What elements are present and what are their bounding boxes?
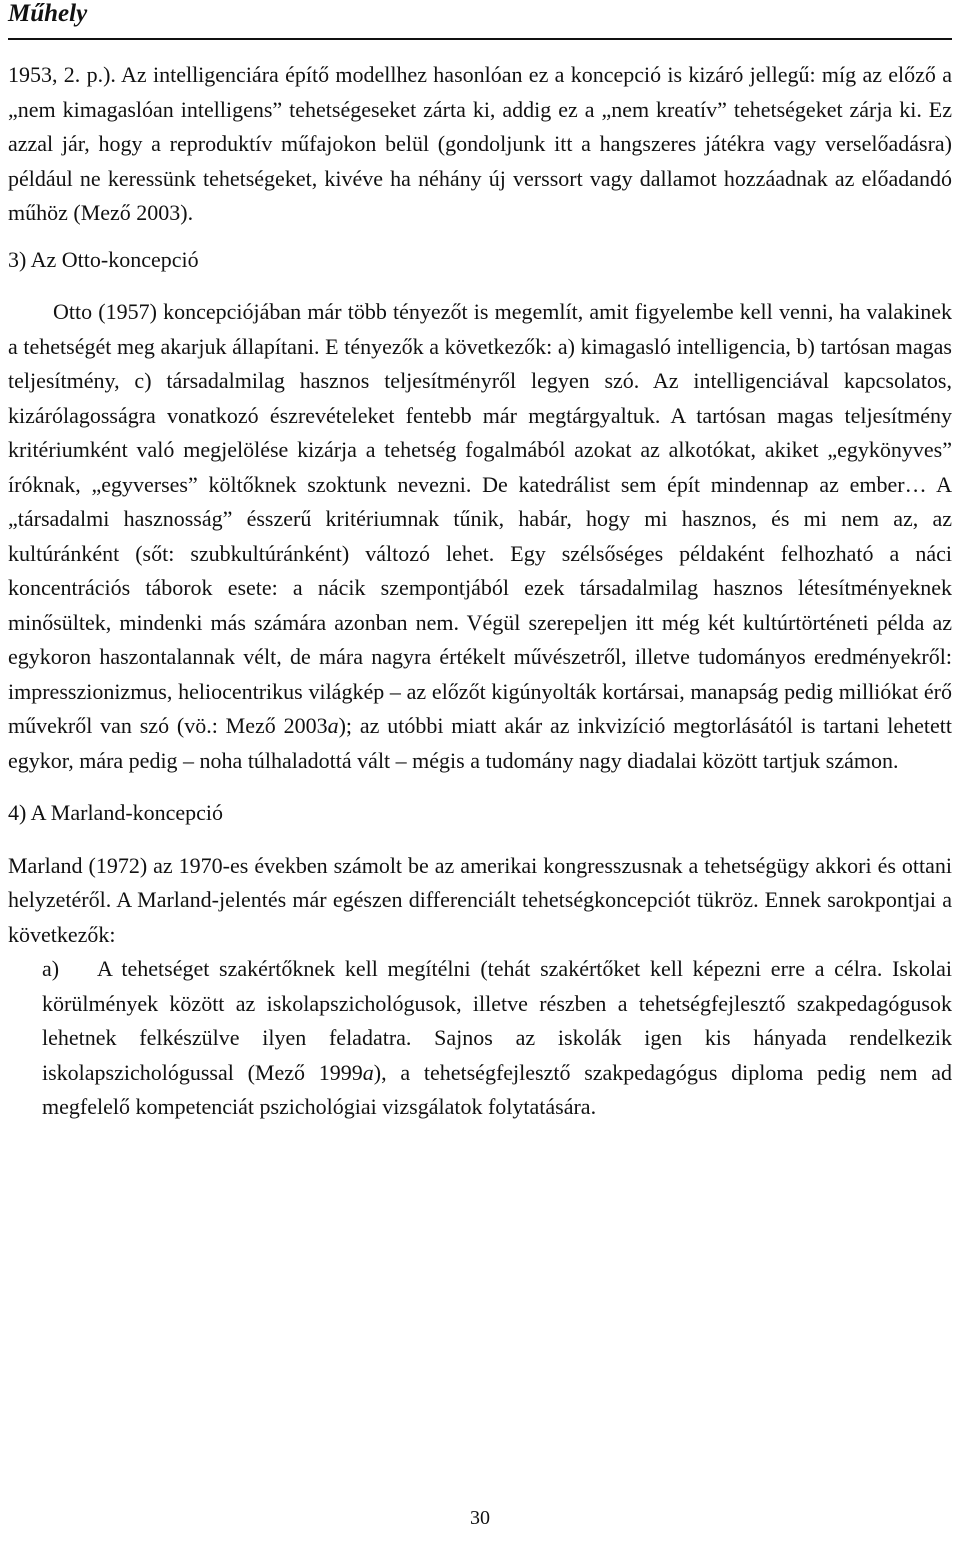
page-body (8, 58, 952, 1125)
section-title: Műhely (8, 0, 88, 27)
paragraph-otto-end: ); az utóbbi miatt akár az inkvizíció megtorlásától is tartani lehetett egykor, mára pedig – noha túlhaladottá vált – mégis a tudomány nagy diadalai között tartjuk számon. (8, 713, 953, 773)
running-header (8, 0, 952, 40)
list-item-a-italic: a (362, 1059, 374, 1085)
paragraph-marland: Marland (1972) az 1970-es években számolt be az amerikai kongresszusnak a tehetségügy akkori és ottani helyzetéről. A Marland-jelentés már egészen differenciált tehetségkoncepciót tükröz. Ennek sarokpontjai a következők: (8, 852, 952, 947)
paragraph-intro: 1953, 2. p.). Az intelligenciára építő modellhez hasonlóan ez a koncepció is kizáró jellegű: míg az előző a „nem kimagaslóan intelligens” tehetségeseket zárta ki, addig ez a „nem kreatív” tehetségeket zárja ki. Ez azzal jár, hogy a reproduktív műfajokon belül (gondoljunk itt a hangszeres játékra vagy verselőadásra) például ne keressünk tehetségeket, kivéve ha néhány új verssort vagy dallamot hozzáadnak az előadandó műhöz (Mező 2003). (8, 62, 952, 225)
paragraph-otto-text: Otto (1957) koncepciójában már több tényezőt is megemlít, amit figyelembe kell venni, ha valakinek a tehetségét meg akarjuk állapítani. E tényezők a következők: a) kimagasló intelligencia, b) tartósan magas teljesítmény, c) társadalmilag hasznos teljesítményről legyen szó. Az intelligenciával kapcsolatos, kizárólagosságra vonatkozó észrevételeket fentebb már megtárgyaltuk. A tartósan magas teljesítmény kritériumként való megjelölése kizárja a tehetség fogalmából azokat az alkotókat, akiket „egykönyves” íróknak, „egyverses” költőknek szoktunk nevezni. De katedrálist sem épít mindennap az ember… A „társadalmi hasznosság” ésszerű kritériumnak tűnik, habár, hogy mi hasznos, és mi nem az, az kultúránként (sőt: szubkultúránként) változó lehet. Egy szélsőséges példaként felhozható a náci koncentrációs táborok esete: a nácik szempontjából ezek társadalmilag hasznos létesítményeknek minősültek, mindenki más számára azonban nem. Végül szerepeljen itt még két kultúrtörténeti példa az egykoron haszontalannak vélt, de mára nagyra értékelt művészetről, illetve tudományos eredményekről: impresszionizmus, heliocentrikus világkép – az előzőt kigúnyolták kortársai, manapság pedig milliókat érő művekről van szó (vö.: Mező 2003 (8, 299, 952, 738)
paragraph-otto (8, 295, 952, 778)
list-item-a-end: ), a tehetségfejlesztő szakpedagógus diploma pedig nem ad megfelelő kompetenciát pszichológiai vizsgálatok folytatására. (42, 1059, 952, 1119)
list-marker-a: a) (42, 956, 60, 981)
section-heading-marland: 4) A Marland-koncepció (8, 800, 224, 825)
section-heading-otto: 3) Az Otto-koncepció (8, 246, 199, 272)
paragraph-otto-italic: a (327, 713, 339, 738)
page-number: 30 (470, 1507, 490, 1529)
list-item-a (8, 952, 952, 1125)
list-item-a-text: A tehetséget szakértőknek kell megítélni (tehát szakértőket kell képezni erre a célra. Iskolai körülmények között az iskolapszichológusok, illetve részben a tehetségfejlesztő szakpedagógusok lehetnek felkészülve ilyen feladatra. Sajnos az iskolák igen kis hányada rendelkezik iskolapszichológussal (Mező 1999 (42, 956, 952, 1085)
